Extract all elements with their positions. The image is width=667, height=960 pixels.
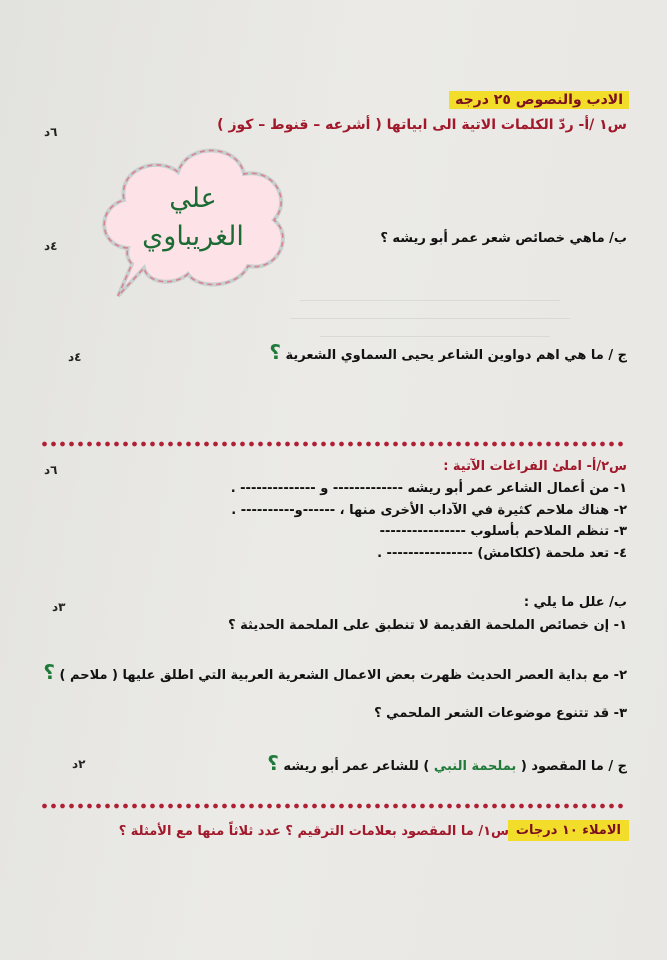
- q2-heading: س٢/أ- املئ الفراغات الآتية :: [443, 459, 627, 474]
- q1-a-text: س١ /أ- ردّ الكلمات الاتية الى ابياتها ( أشرعه – قنوط – كوز ): [217, 117, 627, 133]
- q2-b-item-3: ٣- قد تتنوع موضوعات الشعر الملحمي ؟: [374, 706, 627, 721]
- section3-title: الاملاء ١٠ درجات: [508, 823, 629, 838]
- section1-title: الادب والنصوص ٢٥ درجه: [449, 92, 629, 108]
- q2-b-item-2-qmark: ؟: [43, 660, 56, 684]
- q1-b-text: ب/ ماهي خصائص شعر عمر أبو ريشه ؟: [380, 231, 627, 246]
- watermark-line2: الغريباوي: [142, 221, 244, 252]
- q2-item-1: ١- من أعمال الشاعر عمر أبو ريشه ------------- و -------------- .: [230, 481, 627, 496]
- q2-c-qmark: ؟: [267, 751, 279, 775]
- q2-b-heading: ب/ علل ما يلي :: [523, 595, 627, 610]
- q2-c-grade: ٢د: [72, 757, 86, 771]
- q2-a-grade: ٦د: [44, 463, 58, 477]
- q2-c-part-a: ج / ما المقصود (: [516, 759, 627, 774]
- q1-c-grade: ٤د: [68, 350, 82, 364]
- q1-c-qmark: ؟: [269, 340, 281, 364]
- watermark-line1: علي: [169, 183, 217, 214]
- q2-c-part-green: بملحمة النبي: [433, 759, 517, 774]
- dotted-divider: [40, 802, 626, 810]
- q2-b-item-2-label: ٢- مع بداية العصر الحديث ظهرت بعض الاعمال الشعرية العربية التي اطلق عليها ( ملاحم ): [59, 668, 627, 683]
- watermark-cloud: [88, 128, 298, 308]
- q1-c-label: ج / ما هي اهم دواوين الشاعر يحيى السماوي الشعرية: [285, 348, 627, 363]
- q2-c-text: [267, 751, 627, 775]
- q2-item-2: ٢- هناك ملاحم كثيرة في الآداب الأخرى منها ، ------و---------- .: [231, 503, 627, 518]
- q1-a-grade: ٦د: [44, 125, 58, 139]
- show-through-line: [320, 336, 550, 337]
- q2-b-item-1: ١- إن خصائص الملحمة القديمة لا تنطبق على الملحمة الحديثة ؟: [228, 618, 627, 633]
- show-through-line: [300, 300, 560, 301]
- q2-b-item-2: [43, 660, 627, 684]
- section3-question: س١/ ما المقصود بعلامات الترقيم ؟ عدد ثلاثاً منها مع الأمثلة ؟: [118, 824, 509, 839]
- q2-item-3: ٣- تنظم الملاحم بأسلوب ----------------: [379, 524, 627, 539]
- show-through-line: [290, 318, 570, 319]
- watermark-text: [118, 180, 268, 256]
- q2-b-grade: ٣د: [52, 600, 66, 614]
- q1-c-text: [269, 340, 627, 364]
- q2-item-4: ٤- تعد ملحمة (كلكامش) ---------------- .: [377, 546, 627, 561]
- q1-b-grade: ٤د: [44, 239, 58, 253]
- dotted-divider: [40, 440, 626, 448]
- q2-c-part-b: ) للشاعر عمر أبو ريشه: [283, 759, 434, 774]
